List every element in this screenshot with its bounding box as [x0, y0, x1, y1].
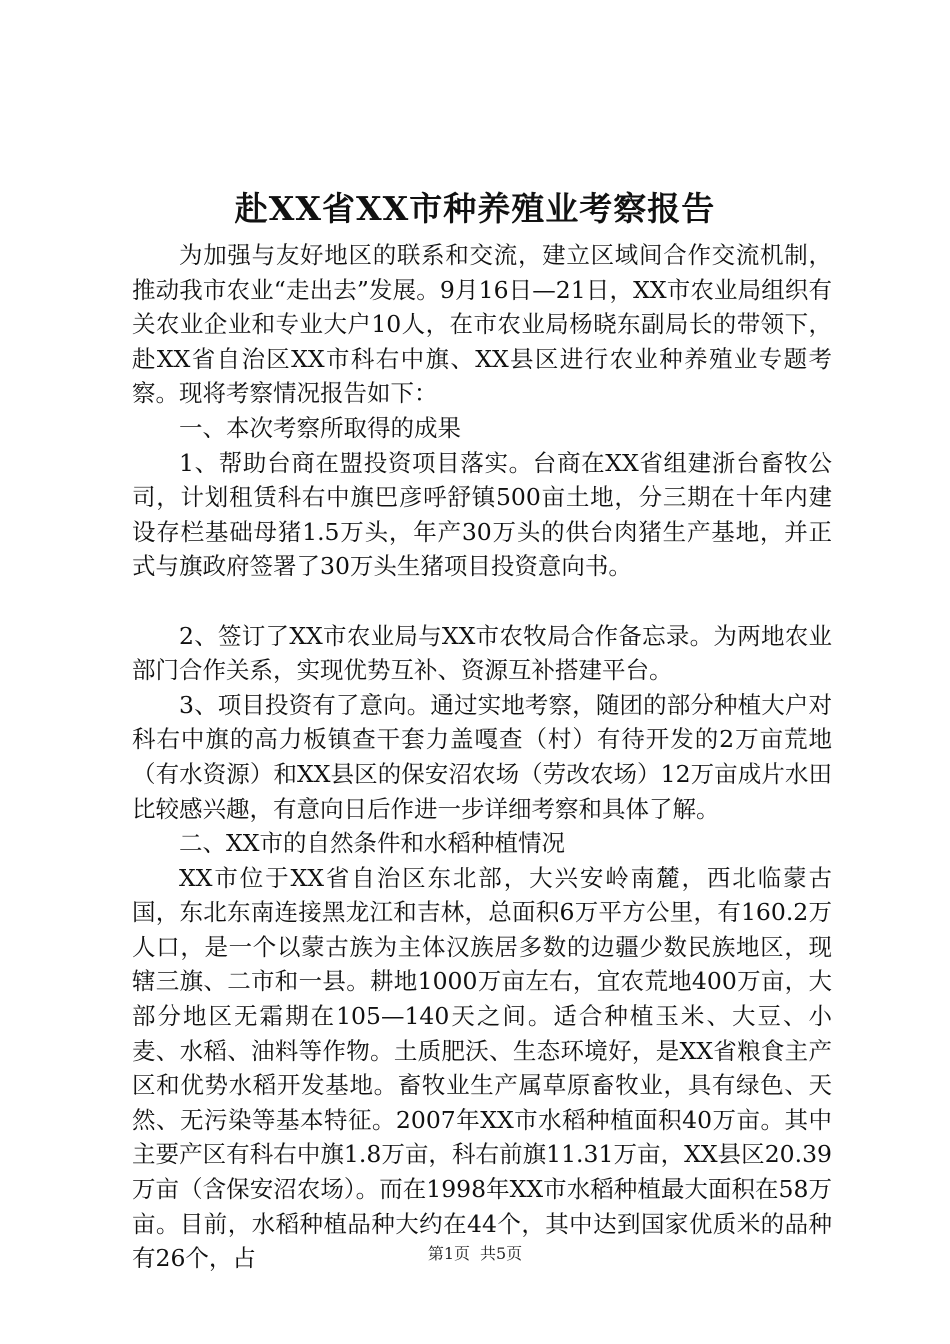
achievement-paragraph-2: 2、签订了XX市农业局与XX市农牧局合作备忘录。为两地农业部门合作关系，实现优势互补、资源互补搭建平台。 — [132, 621, 832, 685]
page-footer — [0, 1243, 950, 1265]
document-body — [132, 238, 832, 1276]
intro-paragraph: 为加强与友好地区的联系和交流，建立区域间合作交流机制，推动我市农业“走出去”发展。9月16日—21日，XX市农业局组织有关农业企业和专业大户10人，在市农业局杨晓东副局长的带领下，赴XX省自治区XX市科右中旗、XX县区进行农业种养殖业专题考察。现将考察情况报告如下： — [132, 241, 832, 408]
page-total: 共5页 — [480, 1244, 523, 1263]
section-heading-achievements: 一、本次考察所取得的成果 — [179, 413, 461, 442]
document-title: 赴XX省XX市种养殖业考察报告 — [234, 189, 716, 228]
page-number: 第1页 — [427, 1244, 470, 1263]
section-heading-conditions: 二、XX市的自然条件和水稻种植情况 — [179, 829, 565, 858]
conditions-paragraph: XX市位于XX省自治区东北部，大兴安岭南麓，西北临蒙古国，东北东南连接黑龙江和吉林，总面积6万平方公里，有160.2万人口，是一个以蒙古族为主体汉族居多数的边疆少数民族地区，现辖三旗、二市和一县。耕地1000万亩左右，宜农荒地400万亩，大部分地区无霜期在105—140天之间。适合种植玉米、大豆、小麦、水稻、油料等作物。土质肥沃、生态环境好，是XX省粮食主产区和优势水稻开发基地。畜牧业生产属草原畜牧业，具有绿色、天然、无污染等基本特征。2007年XX市水稻种植面积40万亩。其中主要产区有科右中旗1.8万亩，科右前旗11.31万亩，XX县区20.39万亩（含保安沼农场）。而在1998年XX市水稻种植最大面积在58万亩。目前，水稻种植品种大约在44个，其中达到国家优质米的品种有26个，占 — [132, 863, 832, 1273]
achievement-paragraph-1: 1、帮助台商在盟投资项目落实。台商在XX省组建浙台畜牧公司，计划租赁科右中旗巴彦呼舒镇500亩土地，分三期在十年内建设存栏基础母猪1.5万头，年产30万头的供台肉猪生产基地，并正式与旗政府签署了30万头生猪项目投资意向书。 — [132, 448, 832, 581]
achievement-paragraph-3: 3、项目投资有了意向。通过实地考察，随团的部分种植大户对科右中旗的高力板镇查干套力盖嘎查（村）有待开发的2万亩荒地（有水资源）和XX县区的保安沼农场（劳改农场）12万亩成片水田比较感兴趣，有意向日后作进一步详细考察和具体了解。 — [132, 690, 832, 823]
